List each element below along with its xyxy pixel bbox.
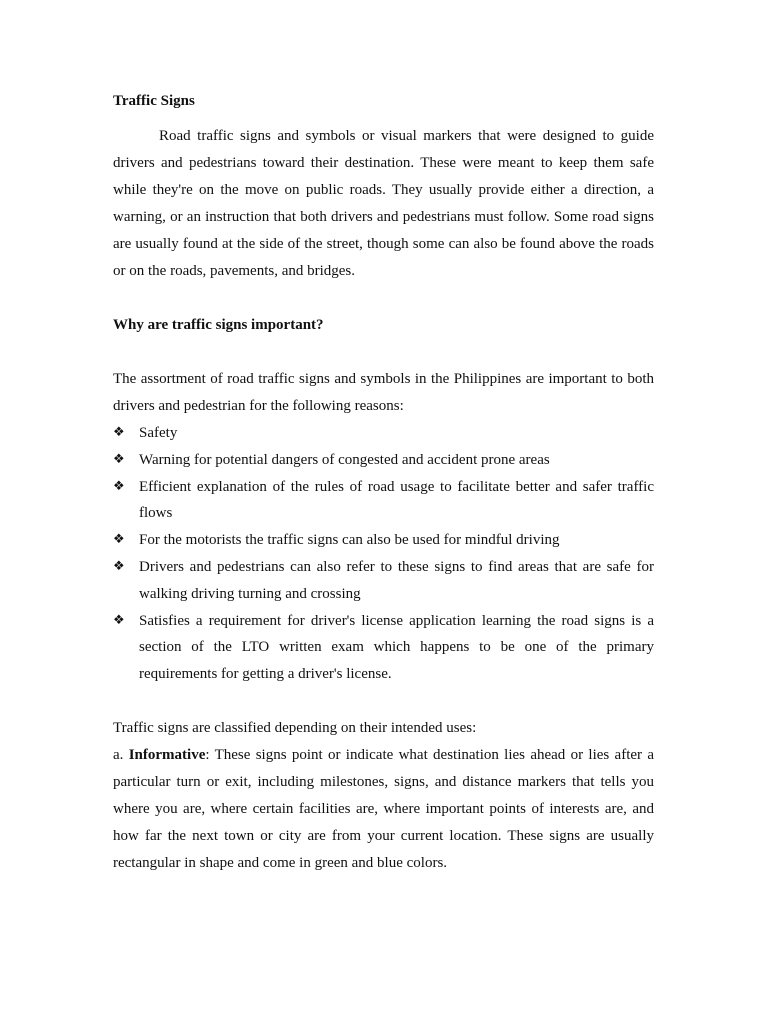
list-item-text: Drivers and pedestrians can also refer to these signs to find areas that are safe for walking driving turning and crossing	[139, 558, 654, 602]
informative-description: : These signs point or indicate what destination lies ahead or lies after a particular turn or exit, including milestones, signs, and distance markers that tells you where you are, where certain facilities are, where important points of interests are, and how far the next town or city are from your current location. These signs are usually rectangular in shape and come in green and blue colors.	[113, 746, 654, 871]
diamond-bullet-icon: ❖	[113, 612, 125, 628]
spacer	[113, 285, 654, 312]
informative-term: Informative	[128, 746, 206, 763]
classification-intro: Traffic signs are classified depending on their intended uses:	[113, 719, 477, 736]
spacer	[113, 115, 654, 123]
reasons-intro-paragraph: The assortment of road traffic signs and symbols in the Philippines are important to both drivers and pedestrian for the following reasons:	[113, 371, 654, 414]
list-item-text: Warning for potential dangers of congested and accident prone areas	[139, 451, 550, 468]
diamond-bullet-icon: ❖	[113, 558, 125, 574]
list-item	[113, 608, 654, 688]
spacer	[113, 339, 654, 366]
reasons-list	[113, 420, 654, 688]
diamond-bullet-icon: ❖	[113, 532, 125, 548]
diamond-bullet-icon: ❖	[113, 425, 125, 440]
intro-paragraph: Road traffic signs and symbols or visual markers that were designed to guide drivers and pedestrians toward their destination. These were meant to keep them safe while they're on the move on public roads. They usually provide either a direction, a warning, or an instruction that both drivers and pedestrians must follow. Some road signs are usually found at the side of the street, though some can also be found above the roads or on the roads, pavements, and bridges.	[113, 128, 654, 279]
list-item	[113, 420, 654, 447]
diamond-bullet-icon: ❖	[113, 451, 125, 467]
diamond-bullet-icon: ❖	[113, 478, 125, 494]
list-item	[113, 554, 654, 608]
list-item-text: For the motorists the traffic signs can also be used for mindful driving	[139, 532, 560, 549]
list-item	[113, 527, 654, 554]
spacer	[113, 688, 654, 715]
list-item-text: Satisfies a requirement for driver's license application learning the road signs is a section of the LTO written exam which happens to be one of the primary requirements for getting a driver's license.	[139, 612, 654, 683]
section-heading: Why are traffic signs important?	[113, 317, 324, 333]
list-item	[113, 447, 654, 474]
list-item	[113, 474, 654, 528]
list-item-text: Safety	[139, 425, 178, 441]
item-prefix: a.	[113, 746, 129, 763]
document-title: Traffic Signs	[113, 93, 195, 109]
informative-paragraph	[113, 742, 654, 877]
document-page	[113, 88, 654, 877]
list-item-text: Efficient explanation of the rules of road usage to facilitate better and safer traffic flows	[139, 478, 654, 522]
